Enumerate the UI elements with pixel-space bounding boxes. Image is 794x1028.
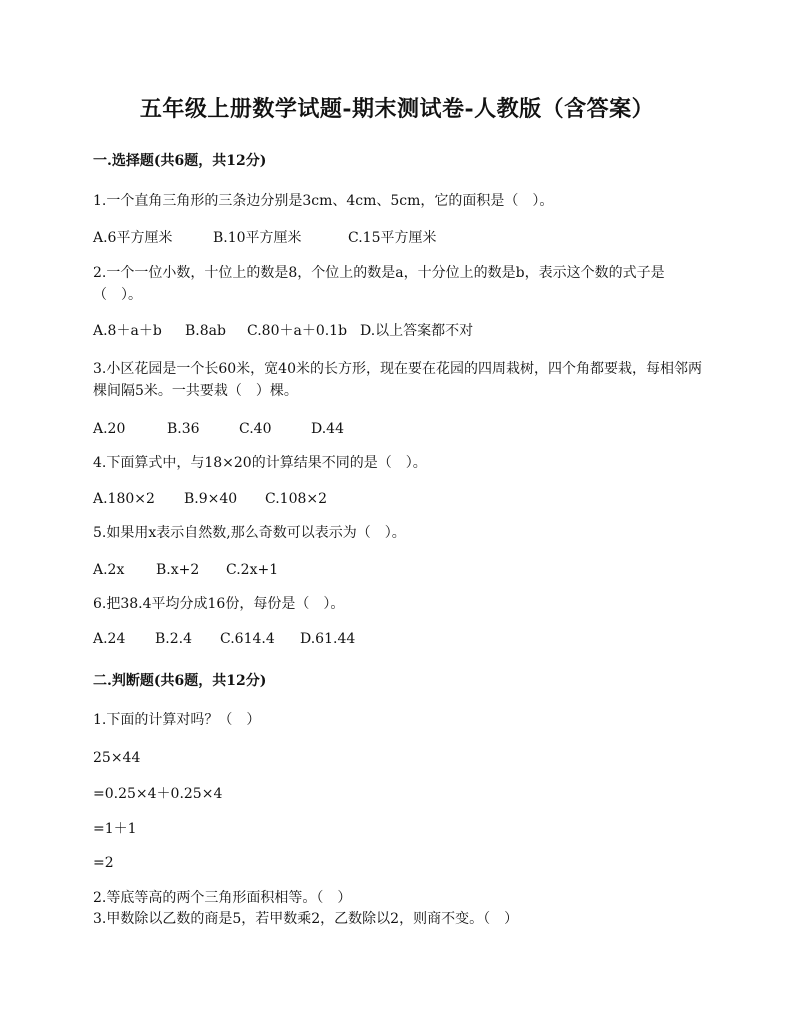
option-d: D.以上答案都不对 — [360, 323, 474, 339]
option-b: B.2.4 — [155, 631, 193, 647]
option-a: A.2x — [93, 562, 125, 578]
option-a: A.180×2 — [93, 491, 155, 507]
option-a: A.20 — [93, 421, 126, 437]
option-c: C.40 — [239, 421, 272, 437]
option-b: B.10平方厘米 — [213, 230, 302, 246]
option-c: C.2x+1 — [226, 562, 279, 578]
question-5: 5.如果用x表示自然数,那么奇数可以表示为（ ）。 — [93, 525, 406, 541]
section-heading-multiple-choice: 一.选择题(共6题，共12分) — [93, 153, 267, 169]
calc-line-1: 25×44 — [93, 750, 141, 766]
tf-question-3: 3.甲数除以乙数的商是5，若甲数乘2，乙数除以2，则商不变。（ ） — [93, 911, 519, 927]
question-6-options — [93, 629, 355, 649]
question-6: 6.把38.4平均分成16份，每份是（ ）。 — [93, 596, 345, 612]
option-c: C.614.4 — [220, 631, 275, 647]
option-c: C.108×2 — [265, 491, 328, 507]
option-d: D.44 — [311, 421, 344, 437]
option-c: C.80＋a＋0.1b — [247, 323, 348, 339]
question-2: 2.一个一位小数，十位上的数是8，个位上的数是a，十分位上的数是b，表示这个数的式子是（ ）。 — [93, 265, 665, 303]
question-2-options — [93, 321, 473, 341]
section-heading-true-false: 二.判断题(共6题，共12分) — [93, 673, 267, 689]
option-b: B.x+2 — [156, 562, 200, 578]
question-3-options — [93, 419, 344, 439]
question-1-options — [93, 228, 436, 248]
option-a: A.8＋a＋b — [93, 323, 162, 339]
exam-title: 五年级上册数学试题-期末测试卷-人教版（含答案） — [139, 96, 655, 122]
calc-line-2: =0.25×4＋0.25×4 — [93, 786, 223, 802]
tf-question-2: 2.等底等高的两个三角形面积相等。（ ） — [93, 890, 352, 906]
option-b: B.36 — [167, 421, 200, 437]
calc-line-3: =1＋1 — [93, 821, 137, 837]
option-a: A.24 — [93, 631, 126, 647]
question-5-options — [93, 560, 278, 580]
option-b: B.8ab — [185, 323, 226, 339]
question-1: 1.一个直角三角形的三条边分别是3cm、4cm、5cm，它的面积是（ ）。 — [93, 193, 554, 209]
tf-question-1: 1.下面的计算对吗？（ ） — [93, 712, 261, 728]
question-4: 4.下面算式中，与18×20的计算结果不同的是（ ）。 — [93, 455, 427, 471]
calc-line-4: =2 — [93, 855, 114, 871]
option-b: B.9×40 — [184, 491, 238, 507]
option-d: D.61.44 — [300, 631, 356, 647]
question-4-options — [93, 489, 327, 509]
question-3: 3.小区花园是一个长60米，宽40米的长方形，现在要在花园的四周栽树，四个角都要栽，每相邻两棵间隔5米。一共要栽（ ）棵。 — [93, 361, 702, 399]
option-c: C.15平方厘米 — [348, 230, 437, 246]
option-a: A.6平方厘米 — [93, 230, 173, 246]
